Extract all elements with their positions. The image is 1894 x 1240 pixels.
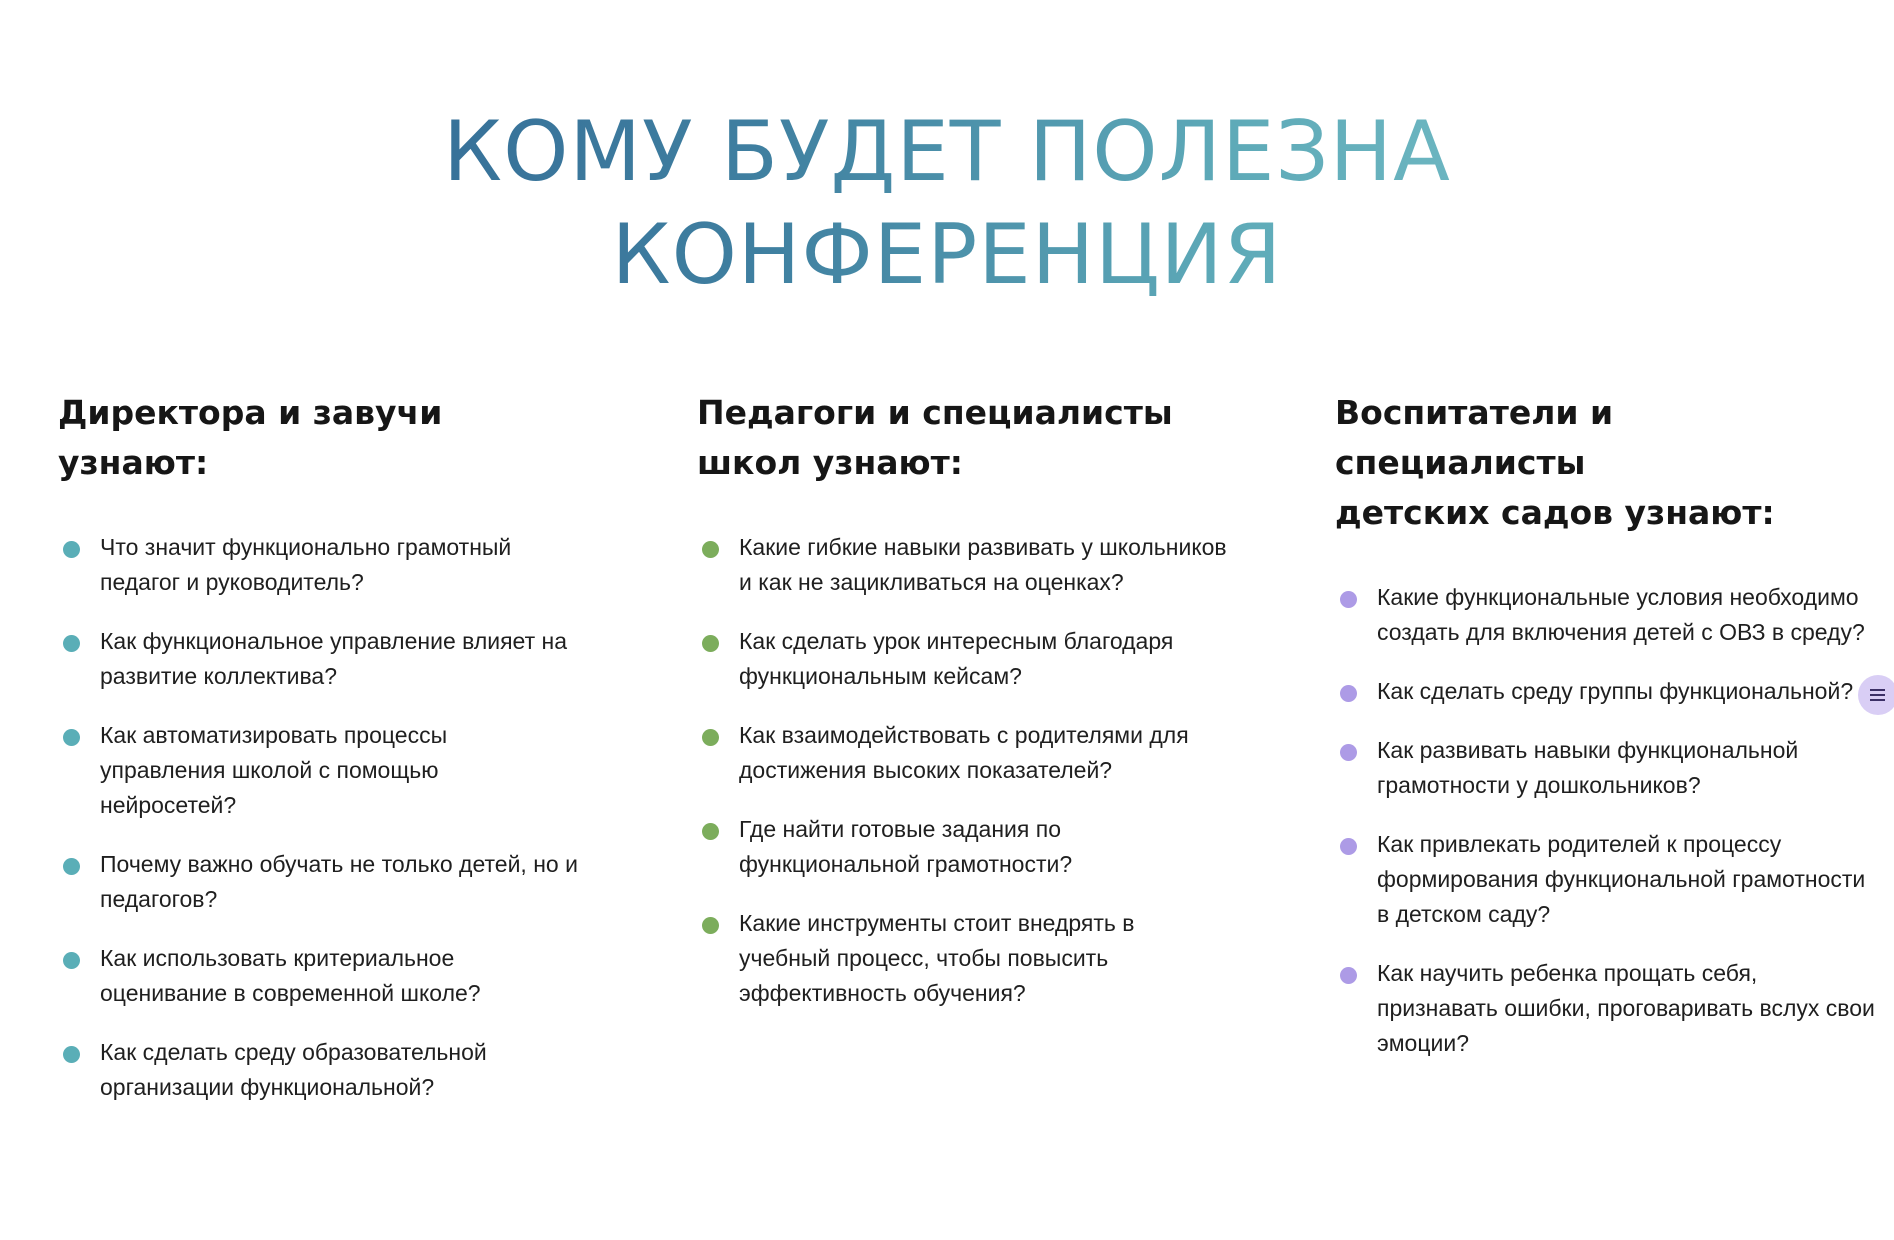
page-title-line-2: КОНФЕРЕНЦИЯ bbox=[611, 206, 1283, 303]
bullet-dot-icon bbox=[63, 635, 80, 652]
column-heading-line-1: Директора и завучи bbox=[58, 393, 443, 432]
list-item-text: Почему важно обучать не только детей, но и педагогов? bbox=[100, 851, 578, 912]
list-item bbox=[697, 906, 1227, 1011]
column-heading-line-2: школ узнают: bbox=[697, 443, 963, 482]
list-item-text: Как развивать навыки функциональной грамотности у дошкольников? bbox=[1377, 737, 1799, 798]
list-item bbox=[1335, 827, 1875, 932]
bullet-dot-icon bbox=[1340, 967, 1357, 984]
bullet-dot-icon bbox=[702, 541, 719, 558]
list-item-text: Какие функциональные условия необходимо создать для включения детей с ОВЗ в среду? bbox=[1377, 584, 1865, 645]
list-item bbox=[1335, 674, 1875, 709]
list-item-text: Как сделать урок интересным благодаря функциональным кейсам? bbox=[739, 628, 1174, 689]
column-directors bbox=[58, 388, 578, 1129]
bullet-dot-icon bbox=[63, 858, 80, 875]
list-item bbox=[697, 624, 1227, 694]
page-title bbox=[0, 100, 1894, 306]
list-item bbox=[697, 812, 1227, 882]
list-item bbox=[697, 718, 1227, 788]
list-item bbox=[58, 624, 578, 694]
bullet-dot-icon bbox=[702, 729, 719, 746]
floating-menu-button[interactable] bbox=[1858, 675, 1894, 715]
bullet-dot-icon bbox=[63, 729, 80, 746]
list-item bbox=[58, 1035, 578, 1105]
bullet-dot-icon bbox=[1340, 591, 1357, 608]
list-item-text: Что значит функционально грамотный педагог и руководитель? bbox=[100, 534, 512, 595]
column-heading bbox=[1335, 388, 1875, 538]
bullet-dot-icon bbox=[702, 635, 719, 652]
list-item-text: Как научить ребенка прощать себя, признавать ошибки, проговаривать вслух свои эмоции? bbox=[1377, 960, 1875, 1056]
list-item bbox=[1335, 580, 1875, 650]
bullet-dot-icon bbox=[63, 541, 80, 558]
menu-icon bbox=[1870, 686, 1885, 704]
list-item-text: Какие инструменты стоит внедрять в учебный процесс, чтобы повысить эффективность обучения? bbox=[739, 910, 1135, 1006]
column-heading-line-1: Педагоги и специалисты bbox=[697, 393, 1173, 432]
list-item bbox=[58, 718, 578, 823]
list-item bbox=[697, 530, 1227, 600]
list-item-text: Как сделать среду группы функциональной? bbox=[1377, 678, 1854, 704]
column-kindergarten-teachers bbox=[1335, 388, 1875, 1085]
list-item-text: Как сделать среду образовательной организации функциональной? bbox=[100, 1039, 487, 1100]
bullet-dot-icon bbox=[702, 823, 719, 840]
bullet-dot-icon bbox=[1340, 685, 1357, 702]
column-heading-line-2: детских садов узнают: bbox=[1335, 493, 1775, 532]
column-heading bbox=[697, 388, 1227, 488]
list-item-text: Как использовать критериальное оценивание в современной школе? bbox=[100, 945, 481, 1006]
list-item-text: Где найти готовые задания по функциональной грамотности? bbox=[739, 816, 1073, 877]
page-title-line-1: КОМУ БУДЕТ ПОЛЕЗНА bbox=[443, 103, 1451, 200]
bullet-dot-icon bbox=[1340, 744, 1357, 761]
list-item bbox=[58, 847, 578, 917]
list-item bbox=[58, 530, 578, 600]
column-heading bbox=[58, 388, 578, 488]
column-heading-line-2: узнают: bbox=[58, 443, 209, 482]
list-item-text: Как автоматизировать процессы управления школой с помощью нейросетей? bbox=[100, 722, 448, 818]
list-item bbox=[58, 941, 578, 1011]
list-item-text: Как функциональное управление влияет на развитие коллектива? bbox=[100, 628, 567, 689]
list-item bbox=[1335, 733, 1875, 803]
list-item-text: Как взаимодействовать с родителями для достижения высоких показателей? bbox=[739, 722, 1189, 783]
list-item-text: Как привлекать родителей к процессу формирования функциональной грамотности в детском саду? bbox=[1377, 831, 1866, 927]
bullet-dot-icon bbox=[702, 917, 719, 934]
list-item bbox=[1335, 956, 1875, 1061]
bullet-dot-icon bbox=[63, 1046, 80, 1063]
bullet-dot-icon bbox=[1340, 838, 1357, 855]
column-heading-line-1: Воспитатели и специалисты bbox=[1335, 393, 1614, 482]
question-list bbox=[1335, 580, 1875, 1061]
question-list bbox=[697, 530, 1227, 1011]
bullet-dot-icon bbox=[63, 952, 80, 969]
list-item-text: Какие гибкие навыки развивать у школьников и как не зацикливаться на оценках? bbox=[739, 534, 1227, 595]
column-school-teachers bbox=[697, 388, 1227, 1035]
question-list bbox=[58, 530, 578, 1105]
